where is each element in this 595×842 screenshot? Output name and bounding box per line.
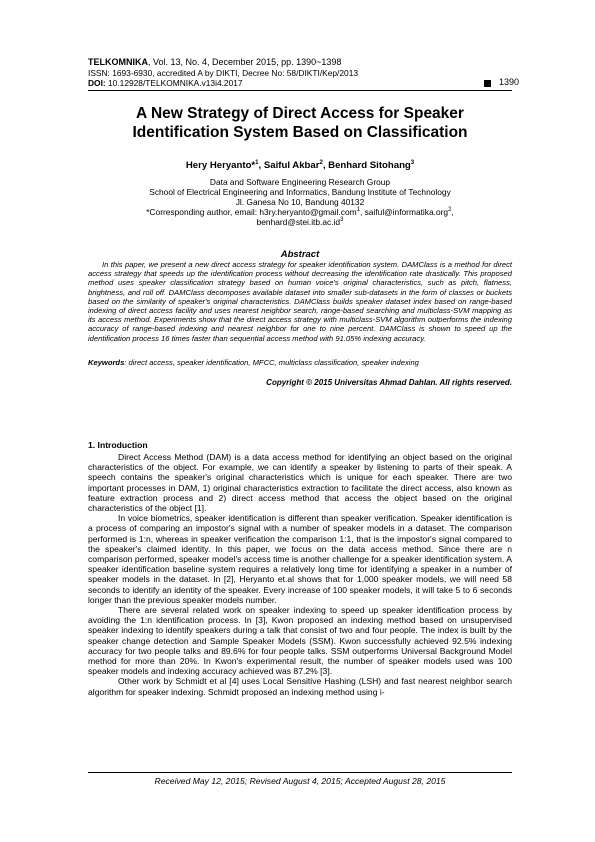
received-dates: Received May 12, 2015; Revised August 4, 2015; Accepted August 28, 2015 <box>154 776 446 786</box>
author-3: Benhard Sitohang <box>328 160 411 171</box>
author-2: Saiful Akbar <box>263 160 320 171</box>
issn-line: ISSN: 1693-6930, accredited A by DIKTI, Decree No: 58/DIKTI/Kep/2013 <box>88 68 359 78</box>
keywords-text: : direct access, speaker identification, MFCC, multiclass classification, speaker indexing <box>124 358 419 367</box>
copyright-notice: Copyright © 2015 Universitas Ahmad Dahlan. All rights reserved. <box>266 378 512 387</box>
doi-label: DOI: <box>88 78 106 88</box>
affiliation-line-2: School of Electrical Engineering and Informatics, Bandung Institute of Technology <box>149 187 451 197</box>
journal-citation <box>88 57 341 67</box>
paper-title: A New Strategy of Direct Access for Speaker Identification System Based on Classification <box>132 105 468 141</box>
keywords <box>88 358 512 367</box>
email-line-2: $benhard@stei.itb.ac.id^3$ <box>256 217 344 227</box>
page-number: 1390 <box>499 77 520 87</box>
journal-name: TELKOMNIKA <box>88 57 148 67</box>
keywords-label: Keywords <box>88 358 125 367</box>
affiliation-line-3: Jl. Ganesa No 10, Bandung 40132 <box>235 197 365 207</box>
header-divider <box>88 90 512 91</box>
abstract-text: In this paper, we present a new direct access strategy for speaker identification system. DAMClass is a method for direct access strategy that speeds up the identification process without decreasing the identification rate drastically. This proposed method uses speaker classification strategy based on human voice's original characteristics, such as pitch, flatness, brightness, and roll off. DAMClass decomposes available dataset into smaller sub-datasets in the form of classes or buckets based on the similarity of speaker's original characteristics. DAMClass builds speaker dataset index based on range-based indexing of direct access facility and uses nearest neighbor search, range-based searching and multiclass-SVM mapping as its access method. Experiments show that the direct access strategy with multiclass-SVM algorithm outperforms the indexing accuracy of range-based indexing and nearest neighbor for one to nine percent. DAMClass is shown to speed up the identification process 16 times faster than sequential access method with 91.05% indexing accuracy. <box>88 260 512 343</box>
affiliation-line-1: Data and Software Engineering Research Group <box>209 177 391 187</box>
doi-line <box>88 78 243 88</box>
paragraph: Other work by Schmidt et al [4] uses Local Sensitive Hashing (LSH) and fast nearest neighbor search algorithm for speaker indexing. Schmidt proposed an indexing method using i- <box>88 676 512 697</box>
footer-divider <box>88 772 512 773</box>
section-body <box>88 452 512 697</box>
author-list: Hery Heryanto*$^1$, Saiful Akbar$^2$, Benhard Sitohang$^3$ <box>185 160 415 171</box>
email-line-1: *Corresponding author, email: h3ry.heryanto@gmail.com$^1$, saiful@informatika.org$^2$, <box>146 207 454 217</box>
paragraph: Direct Access Method (DAM) is a data access method for identifying an object based on the original characteristics of the object. For example, we can identify a speaker by listening to parts of their speak. A speech contains the speaker's original characteristics which is unique for each speaker. There are two important processes in DAM, 1) original characteristics extraction to facilitate the direct access, also known as feature extraction process and 2) direct access method that access the object based on the original characteristics of the object [1]. <box>88 452 512 514</box>
citation-text: , Vol. 13, No. 4, December 2015, pp. 1390~1398 <box>148 57 342 67</box>
page-marker-square <box>484 80 491 87</box>
author-1: Hery Heryanto* <box>185 160 256 171</box>
abstract-heading: Abstract <box>280 249 320 260</box>
doi-value[interactable]: 10.12928/TELKOMNIKA.v13i4.2017 <box>105 78 243 88</box>
paragraph: In voice biometrics, speaker identification is different than speaker verification. Speaker identification is a process of comparing an impostor's signal with a number of speaker models in a dataset. The comparison performed is 1:n, whereas in speaker verification the comparison 1:1, that is the impostor's signal compared to the speaker's claimed identity. In this paper, we focus on the data access method. Since there are n comparison performed, speaker model's access time is another challenge for a speaker identification system. A speaker identification baseline system requires a relatively long time for identifying a speaker in a number of speaker models in the dataset. In [2], Heryanto et.al shows that for 1,000 speaker models, we will need 58 seconds to identify an identity of the speaker. Every increase of 100 speaker models, it will take 5 to 6 seconds longer than the previous speaker models number. <box>88 513 512 605</box>
section-heading: 1. Introduction <box>88 440 148 450</box>
paragraph: There are several related work on speaker indexing to speed up speaker identification process by avoiding the 1:n identification process. In [3], Kwon proposed an indexing method based on unsupervised speaker indexing to identify speakers during a talk that consist of two and four people. The index is built by the speaker change detection and Sample Speaker Models (SSM). Kwon successfully achieved 92.5% indexing accuracy for two people talks and 89.6% for four people talks. SSM outperforms Universal Background Model method for more than 20%. In Kwon's experimental result, the number of speaker models used was 100 speaker models and indexing accuracy achieved was 87.2% [3]. <box>88 605 512 677</box>
